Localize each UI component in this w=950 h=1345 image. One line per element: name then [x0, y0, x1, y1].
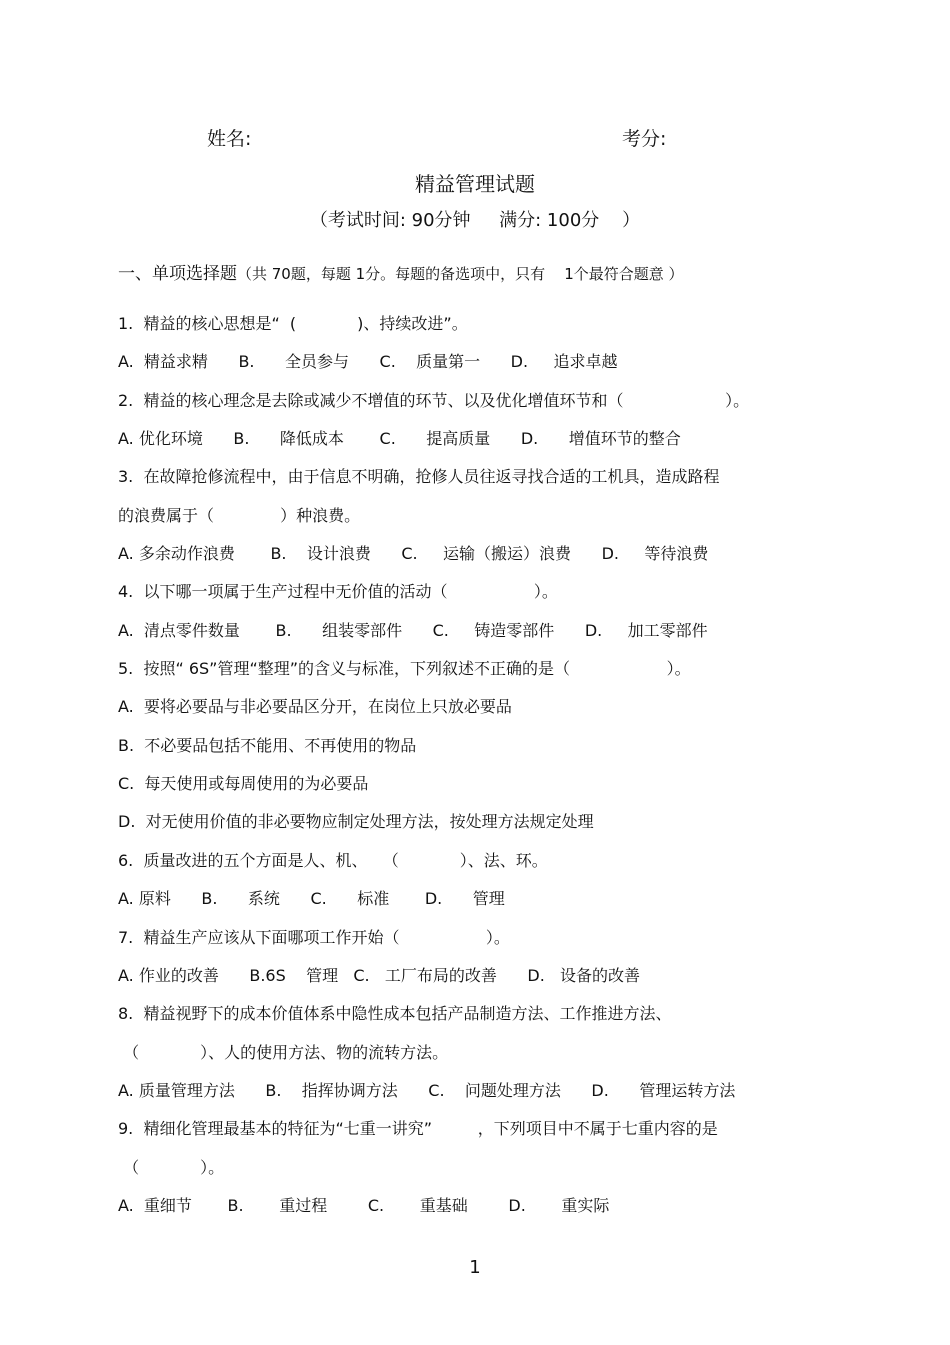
question-9-options: A. 重细节 B. 重过程 C. 重基础 D. 重实际	[118, 1196, 610, 1215]
question-9-cont: （ ）。	[118, 1158, 225, 1177]
question-4: 4. 以下哪一项属于生产过程中无价值的活动（ ）。	[118, 582, 558, 601]
question-5-option-d: D. 对无使用价值的非必要物应制定处理方法，按处理方法规定处理	[118, 812, 594, 831]
question-7-options: A. 作业的改善 B.6S 管理 C. 工厂布局的改善 D. 设备的改善	[118, 966, 641, 985]
question-8: 8. 精益视野下的成本价值体系中隐性成本包括产品制造方法、工作推进方法、	[118, 1004, 672, 1023]
page-number: 1	[469, 1257, 481, 1278]
question-4-options: A. 清点零件数量 B. 组装零部件 C. 铸造零部件 D. 加工零部件	[118, 621, 708, 640]
question-5-option-c: C. 每天使用或每周使用的为必要品	[118, 774, 369, 793]
question-6: 6. 质量改进的五个方面是人、机、 （ ）、法、环。	[118, 851, 548, 870]
section-note: （共 70题，每题 1分。每题的备选项中，只有 1个最符合题意 ）	[237, 265, 684, 283]
question-5-option-a: A. 要将必要品与非必要品区分开，在岗位上只放必要品	[118, 697, 512, 716]
question-2-options: A. 优化环境 B. 降低成本 C. 提高质量 D. 增值环节的整合	[118, 429, 681, 448]
section-heading	[118, 259, 684, 284]
question-8-options: A. 质量管理方法 B. 指挥协调方法 C. 问题处理方法 D. 管理运转方法	[118, 1081, 736, 1100]
question-1-options: A. 精益求精 B. 全员参与 C. 质量第一 D. 追求卓越	[118, 352, 618, 371]
score-label: 考分:	[622, 128, 667, 150]
question-3-cont: 的浪费属于（ ）种浪费。	[118, 506, 361, 525]
page-title: 精益管理试题	[415, 172, 535, 196]
exam-info: （考试时间: 90分钟 满分: 100分 ）	[309, 210, 641, 231]
question-8-cont: （ ）、人的使用方法、物的流转方法。	[118, 1043, 449, 1062]
section-title: 一、单项选择题	[118, 264, 237, 284]
name-label: 姓名:	[207, 128, 252, 150]
question-3-options: A. 多余动作浪费 B. 设计浪费 C. 运输（搬运）浪费 D. 等待浪费	[118, 544, 709, 563]
question-2: 2. 精益的核心理念是去除或减少不增值的环节、以及优化增值环节和（ ）。	[118, 391, 750, 410]
question-5: 5. 按照“ 6S”管理“整理”的含义与标准，下列叙述不正确的是（ ）。	[118, 659, 691, 678]
question-7: 7. 精益生产应该从下面哪项工作开始（ ）。	[118, 928, 510, 947]
question-9: 9. 精细化管理最基本的特征为“七重一讲究” ，下列项目中不属于七重内容的是	[118, 1119, 718, 1138]
question-1: 1. 精益的核心思想是“ ( )、持续改进”。	[118, 314, 468, 333]
question-3: 3. 在故障抢修流程中，由于信息不明确，抢修人员往返寻找合适的工机具，造成路程	[118, 467, 720, 486]
question-5-option-b: B. 不必要品包括不能用、不再使用的物品	[118, 736, 417, 755]
question-6-options: A. 原料 B. 系统 C. 标准 D. 管理	[118, 889, 505, 908]
